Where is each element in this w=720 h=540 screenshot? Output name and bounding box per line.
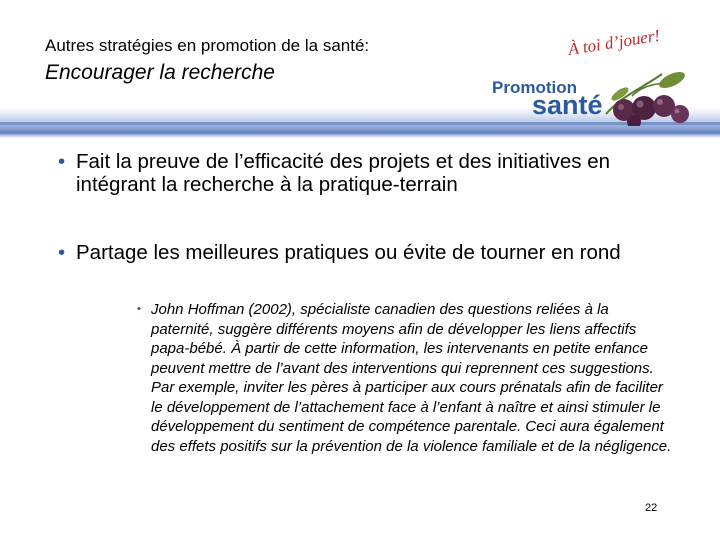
berries-icon	[602, 66, 690, 126]
sub-bullet-marker: •	[137, 303, 141, 315]
bullet-text: Partage les meilleures pratiques ou évite de tourner en rond	[76, 241, 621, 264]
bullet-marker: •	[58, 150, 66, 173]
slide-title: Autres stratégies en promotion de la santé:	[45, 36, 370, 55]
logo-slogan: À toi d’jouer!	[566, 25, 662, 60]
promotion-sante-logo	[490, 25, 690, 124]
logo-word-sante: santé	[532, 90, 603, 120]
sub-bullet-text: John Hoffman (2002), spécialiste canadien des questions reliées à la paternité, suggère différents moyens afin de développer les liens affectifs papa-bébé. À partir de cette information, les intervenants en petite enfance peuvent mettre de l’avant des interventions qui reprennent ces suggestions. Par exemple, inviter les pères à participer aux cours prénatals afin de faciliter le développement de l’attachement face à l’enfant à naître et ainsi stimuler le développement du sentiment de compétence parentale. Ceci aura également des effets positifs sur la prévention de la violence familiale et de la négligence.	[151, 301, 672, 455]
logo-word-promotion: Promotion	[492, 78, 577, 97]
bullet-marker: •	[58, 241, 66, 264]
bullet-text: Fait la preuve de l’efficacité des projets et des initiatives en intégrant la recherche à la pratique-terrain	[76, 150, 611, 196]
bullet-item	[58, 150, 658, 196]
bullet-item	[58, 241, 668, 264]
sub-bullet-item	[137, 300, 672, 456]
slide-subtitle: Encourager la recherche	[45, 61, 275, 84]
page-number: 22	[645, 502, 658, 514]
